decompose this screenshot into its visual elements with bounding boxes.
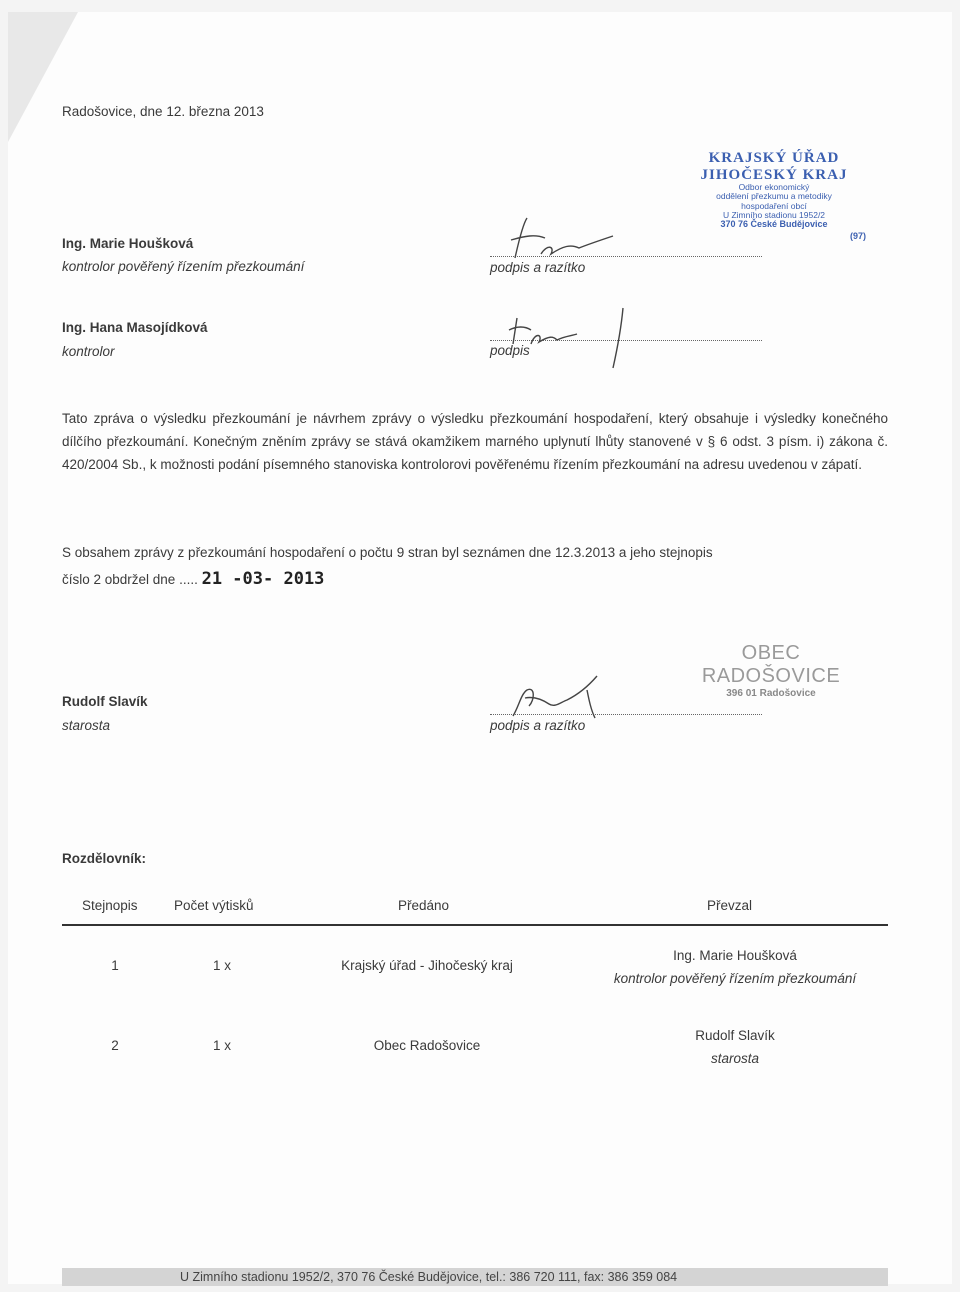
sign-label: podpis a razítko <box>490 260 586 275</box>
stamp-line: Odbor ekonomický <box>738 182 810 192</box>
stamp-line: 396 01 Radošovice <box>726 688 816 699</box>
stamp-line: U Zimního stadionu 1952/2 <box>722 210 826 221</box>
acknowledgement-line-2 <box>62 569 324 589</box>
taker-role: kontrolor pověřený řízením přezkoumání <box>613 971 857 986</box>
taker-name: Ing. Marie Houšková <box>673 948 797 963</box>
stamp-code: (97) <box>850 231 867 241</box>
given-to: Krajský úřad - Jihočeský kraj <box>341 958 513 973</box>
mayor-name: Rudolf Slavík <box>62 694 148 709</box>
stamp-line: hospodaření obcí <box>741 200 807 211</box>
stamp-line: oddělení přezkumu a metodiky <box>716 191 832 202</box>
stamp-line: 370 76 České Budějovice <box>720 219 828 230</box>
copy-count: 1 x <box>212 958 231 973</box>
received-date-stamp: 21 -03- 2013 <box>201 569 325 589</box>
signatory-name: Ing. Hana Masojídková <box>62 320 208 335</box>
column-header: Převzal <box>707 898 753 913</box>
acknowledgement-prefix: číslo 2 obdržel dne ..... <box>62 572 198 587</box>
signatory-role: kontrolor pověřený řízením přezkoumání <box>62 259 305 274</box>
table-rule <box>62 924 888 926</box>
footer-address: U Zimního stadionu 1952/2, 370 76 České Budějovice, tel.: 386 720 111, fax: 386 359 084 <box>180 1270 678 1284</box>
place-date: Radošovice, dne 12. března 2013 <box>62 104 264 119</box>
column-header: Počet výtisků <box>174 898 254 913</box>
folded-corner <box>8 12 78 142</box>
signatory-role: kontrolor <box>62 344 115 359</box>
stamp-line: JIHOČESKÝ KRAJ <box>700 166 848 183</box>
distribution-heading: Rozdělovník: <box>62 851 147 866</box>
given-to: Obec Radošovice <box>373 1038 481 1053</box>
taker-role: starosta <box>710 1051 760 1066</box>
signature-masojidkova <box>505 300 635 370</box>
mayor-role: starosta <box>62 718 111 733</box>
copy-number: 1 <box>111 958 119 973</box>
report-paragraph: Tato zpráva o výsledku přezkoumání je návrhem zprávy o výsledku přezkoumání hospodaření, který obsahuje i výsledky konečného dílčího přezkoumání. Konečným zněním zprávy se stává okamžikem marného uplynutí lhůty stanovené v § 6 odst. 3 písm. i) zákona č. 420/2004 Sb., k možnosti podání písemného stanoviska kontrolorovi pověřenému řízením přezkoumání na adresu uvedenou v zápatí. <box>62 411 888 472</box>
stamp-line: KRAJSKÝ ÚŘAD <box>708 150 840 166</box>
taker-name: Rudolf Slavík <box>695 1028 775 1043</box>
column-header: Stejnopis <box>82 898 138 913</box>
stamp-line: OBEC RADOŠOVICE <box>701 642 841 687</box>
page-footer <box>62 1268 888 1286</box>
copy-count: 1 x <box>212 1038 231 1053</box>
acknowledgement-line-1: S obsahem zprávy z přezkoumání hospodaření o počtu 9 stran byl seznámen dne 12.3.2013 a jeho stejnopis <box>62 545 713 560</box>
column-header: Předáno <box>398 898 450 913</box>
municipality-stamp <box>676 642 866 699</box>
sign-label: podpis a razítko <box>490 718 586 733</box>
sign-label: podpis <box>490 343 530 358</box>
copy-number: 2 <box>111 1038 119 1053</box>
regional-office-stamp <box>668 150 880 230</box>
signatory-name: Ing. Marie Houšková <box>62 236 194 251</box>
